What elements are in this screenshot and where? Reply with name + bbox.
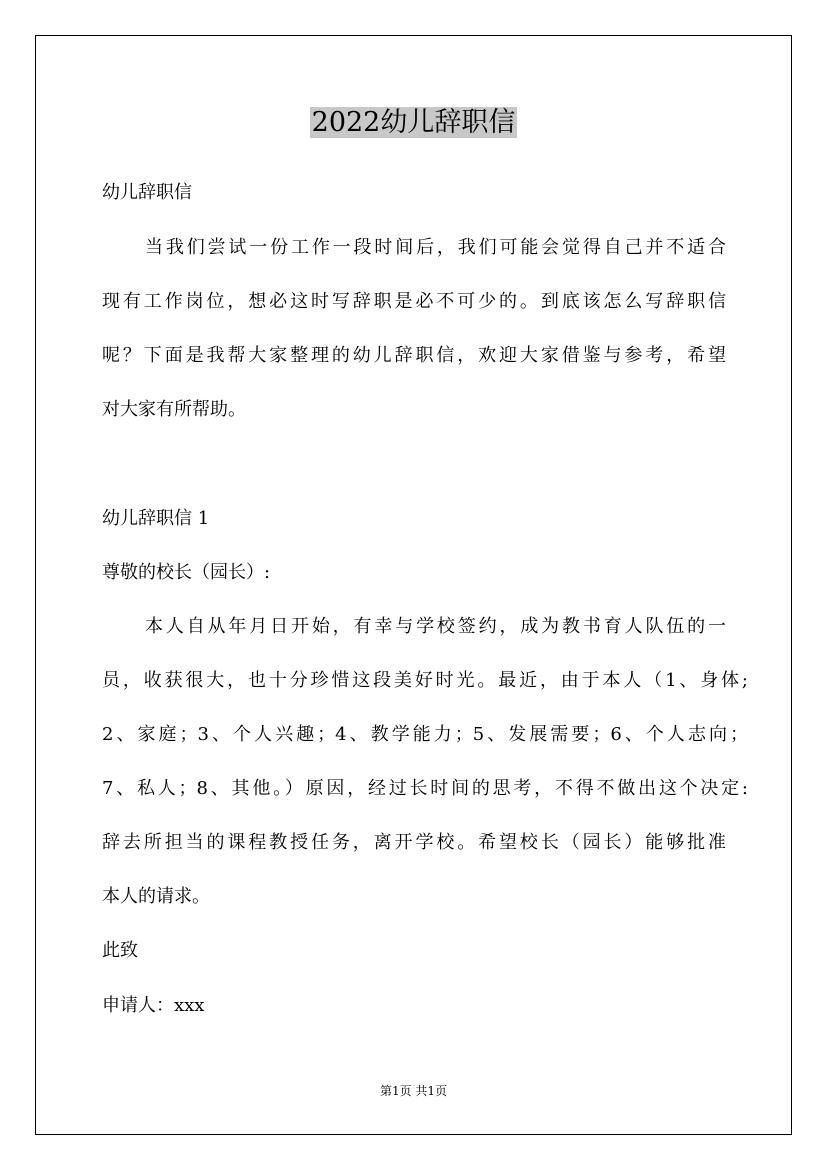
closing: 此致 (102, 940, 138, 961)
page-footer: 第1页 共1页 (379, 1084, 448, 1098)
intro-line: 当我们尝试一份工作一段时间后，我们可能会觉得自己并不适合 (145, 237, 726, 258)
intro-heading: 幼儿辞职信 (102, 182, 192, 203)
body-line: 7、私人；8、其他。）原因，经过长时间的思考，不得不做出这个决定: (102, 778, 748, 799)
document-title (0, 105, 827, 141)
salutation: 尊敬的校长（园长）: (102, 562, 271, 583)
applicant: 申请人：xxx (102, 995, 205, 1016)
intro-line: 现有工作岗位，想必这时写辞职是必不可少的。到底该怎么写辞职信 (102, 291, 726, 312)
intro-line: 对大家有所帮助。 (102, 399, 246, 420)
body-line: 2、家庭；3、个人兴趣；4、教学能力；5、发展需要；6、个人志向； (102, 724, 748, 745)
intro-line: 呢？下面是我帮大家整理的幼儿辞职信，欢迎大家借鉴与参考，希望 (102, 345, 726, 366)
body-line: 员，收获很大，也十分珍惜这段美好时光。最近，由于本人（1、身体; (102, 670, 748, 691)
letter-heading: 幼儿辞职信 1 (102, 508, 210, 529)
body-line: 辞去所担当的课程教授任务，离开学校。希望校长（园长）能够批准 (102, 832, 726, 853)
body-line: 本人自从年月日开始，有幸与学校签约，成为教书育人队伍的一 (145, 616, 726, 637)
document-title-text: 2022幼儿辞职信 (311, 107, 516, 138)
body-line: 本人的请求。 (102, 886, 210, 907)
